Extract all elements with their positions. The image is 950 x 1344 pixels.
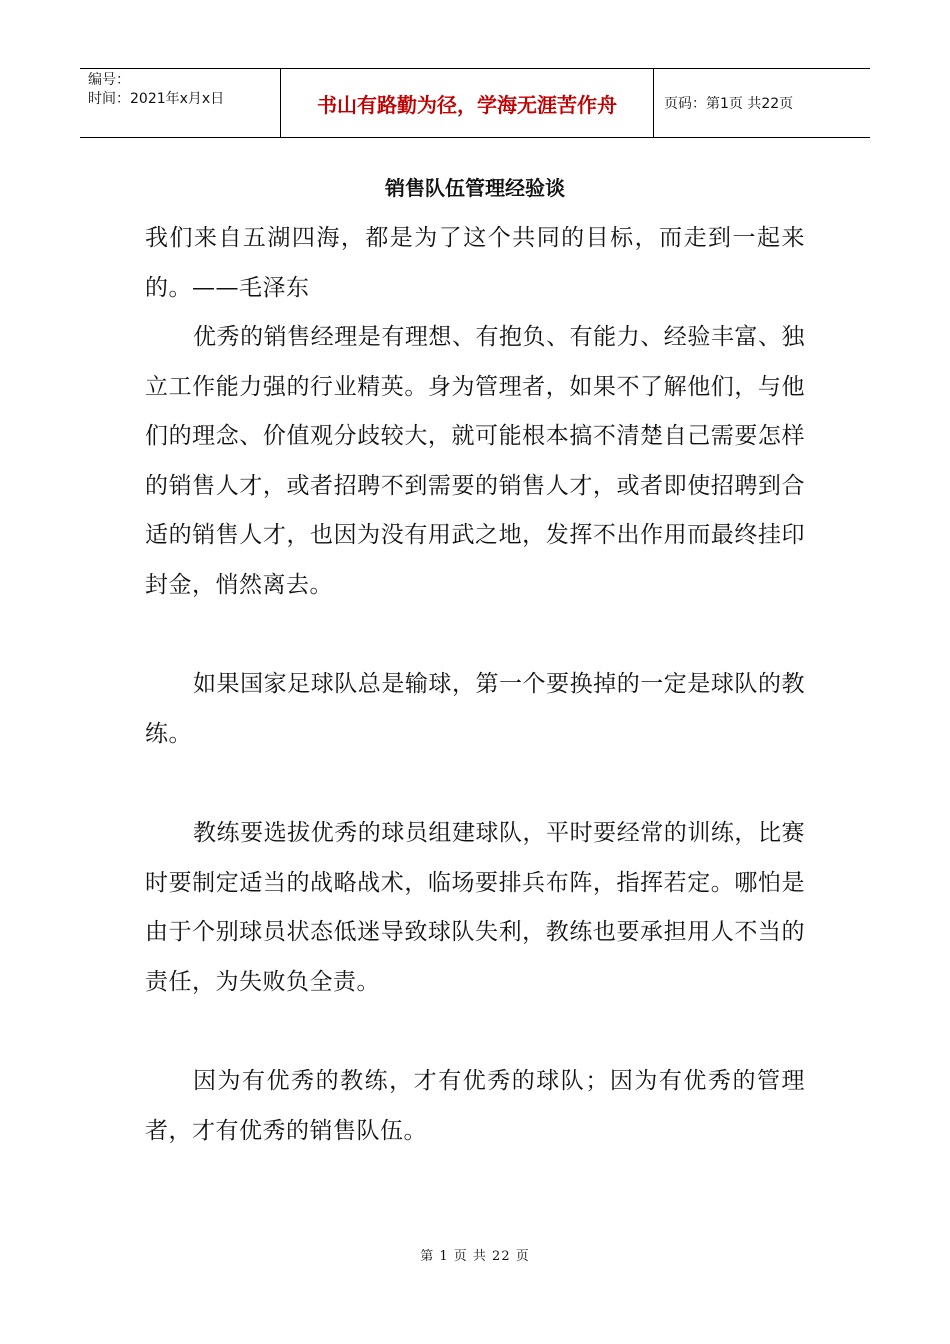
header-motto: 书山有路勤为径，学海无涯苦作舟	[281, 69, 654, 137]
quote-paragraph: 我们来自五湖四海，都是为了这个共同的目标，而走到一起来的。——毛泽东	[145, 225, 805, 301]
paragraph-gap	[145, 759, 805, 809]
document-body	[145, 214, 805, 1156]
body-paragraph: 如果国家足球队总是输球，第一个要换掉的一定是球队的教练。	[145, 671, 805, 747]
document-number-label: 编号：	[88, 72, 130, 88]
header-table	[80, 68, 870, 138]
page-footer: 第 1 页 共 22 页	[420, 1249, 530, 1264]
document-title: 销售队伍管理经验谈	[385, 176, 565, 200]
paragraph-gap	[145, 1007, 805, 1057]
body-paragraph: 因为有优秀的教练，才有优秀的球队；因为有优秀的管理者，才有优秀的销售队伍。	[145, 1068, 805, 1144]
body-paragraph: 优秀的销售经理是有理想、有抱负、有能力、经验丰富、独立工作能力强的行业精英。身为管理者，如果不了解他们，与他们的理念、价值观分歧较大，就可能根本搞不清楚自己需要怎样的销售人才，或者招聘不到需要的销售人才，或者即使招聘到合适的销售人才，也因为没有用武之地，发挥不出作用而最终挂印封金，悄然离去。	[145, 324, 805, 598]
header-page-info: 页码：第1页 共22页	[664, 96, 794, 112]
document-time-label: 时间：2021年x月x日	[88, 91, 225, 107]
body-paragraph: 教练要选拔优秀的球员组建球队，平时要经常的训练，比赛时要制定适当的战略战术，临场要排兵布阵，指挥若定。哪怕是由于个别球员状态低迷导致球队失利，教练也要承担用人不当的责任，为失败负全责。	[145, 820, 805, 995]
paragraph-gap	[145, 610, 805, 660]
header-meta	[80, 69, 281, 137]
